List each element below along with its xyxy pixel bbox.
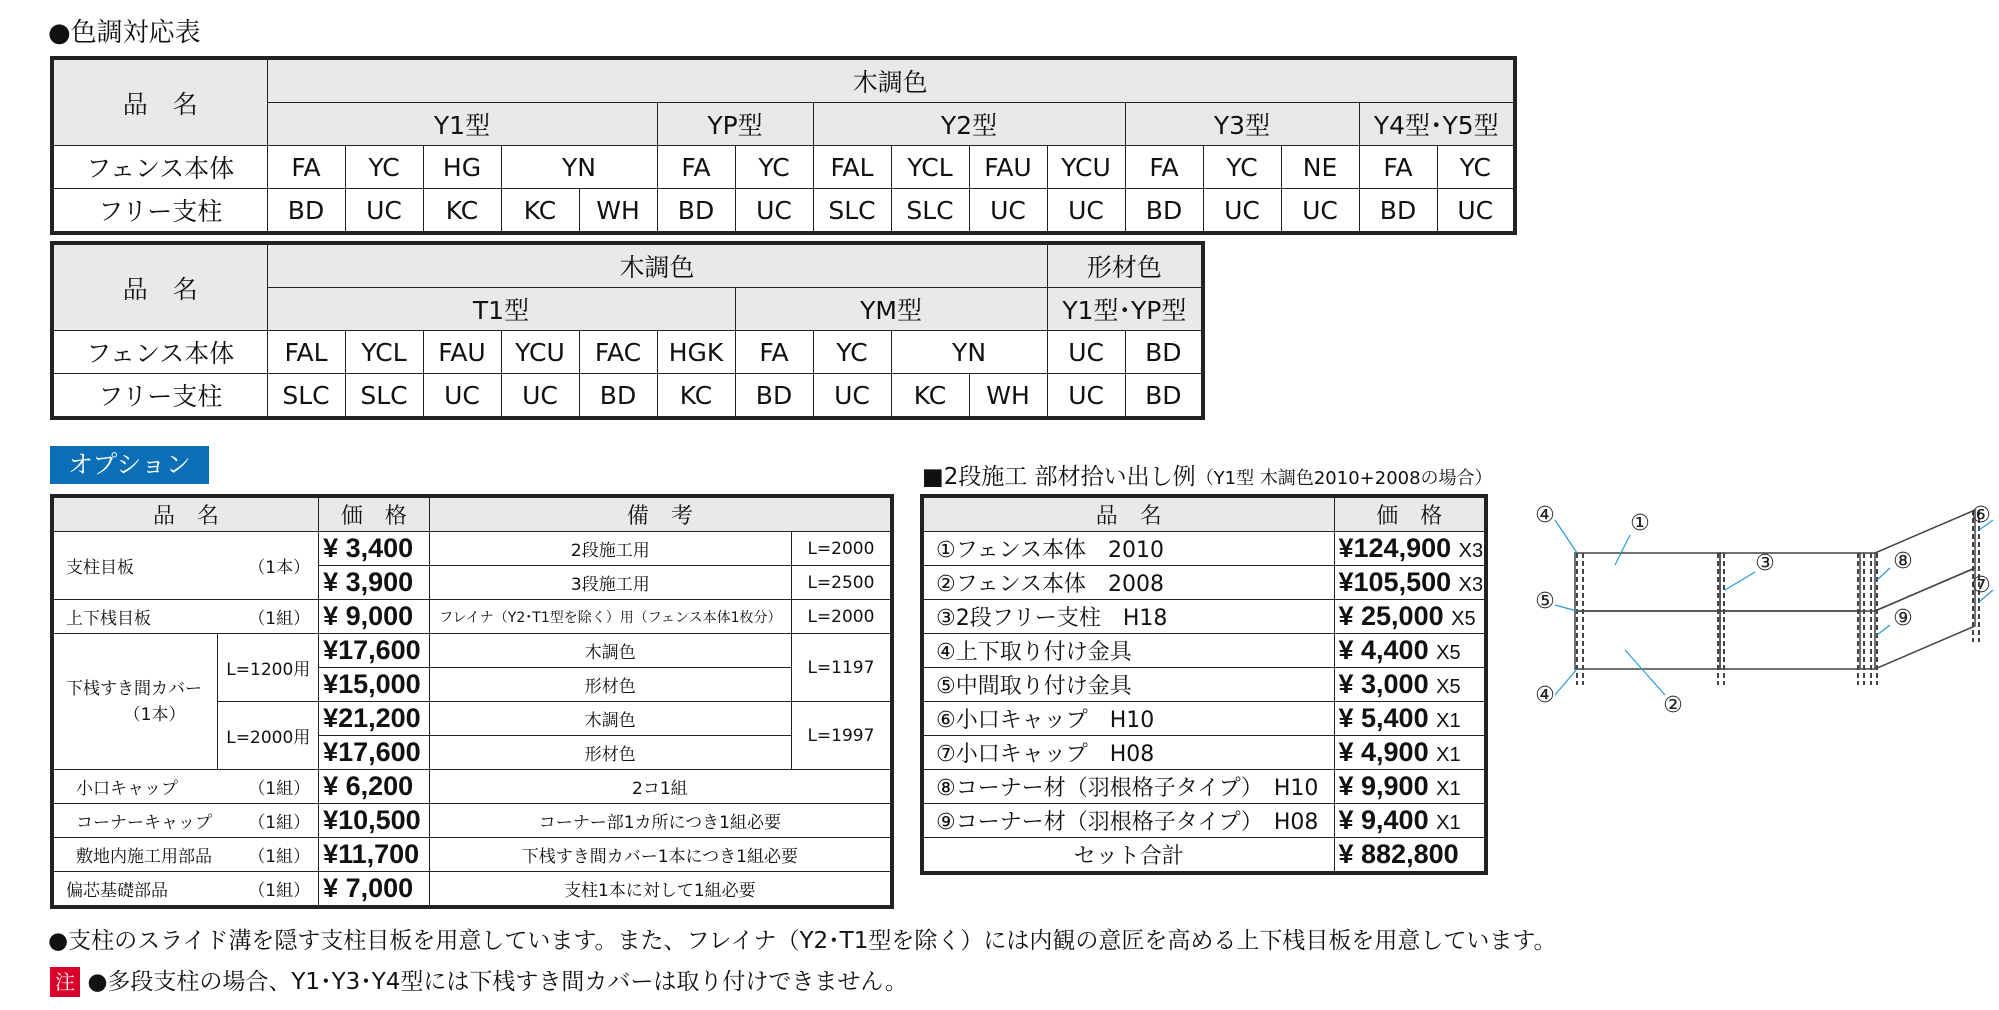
option-note: 木調色 [429,634,791,668]
callout-4-top: ④ [1535,503,1555,528]
parts-row-name: ⑧コーナー材（羽根格子タイプ） H10 [922,770,1334,804]
type-header: Y4型･Y5型 [1359,103,1515,146]
cover-length-label: L=2000用 [218,702,319,770]
type-header: T1型 [267,288,735,331]
option-shichu-mokuita [52,532,319,600]
option-name: 上下桟目板 [66,609,151,629]
row-label-fence: フェンス本体 [52,146,267,189]
option-price: ¥ 3,900 [319,566,430,600]
parts-header-price: 価 格 [1334,496,1486,532]
callout-3: ③ [1755,551,1775,576]
option-note: 2段施工用 [429,532,791,566]
parts-row-price [1334,634,1486,668]
cell: UC [501,374,579,419]
parts-title-sub: （Y1型 木調色2010+2008の場合） [1195,468,1493,489]
callout-4-bottom: ④ [1535,683,1555,708]
option-note: 支柱1本に対して1組必要 [429,872,892,908]
cell: BD [579,374,657,419]
cell: BD [1359,189,1437,234]
parts-row-name: ③2段フリー支柱 H18 [922,600,1334,634]
option-jouge-mokuita [52,600,319,634]
cell: FA [657,146,735,189]
cell: YC [813,331,891,374]
row-label-post: フリー支柱 [52,189,267,234]
cell: SLC [891,189,969,234]
cell: UC [1047,374,1125,419]
type-header: Y2型 [813,103,1125,146]
quantity: X5 [1436,642,1461,664]
cell: FAL [813,146,891,189]
panel-lower-right [1720,611,1860,669]
cell: UC [1047,189,1125,234]
cell: YC [1437,146,1515,189]
parts-row-price [1334,736,1486,770]
cell: KC [423,189,501,234]
cell: YCU [501,331,579,374]
hinmei-header: 品 名 [52,58,267,146]
type-header: YP型 [657,103,813,146]
options-header-name: 品 名 [52,496,319,532]
option-unit: （1組） [248,847,311,867]
cell: UC [423,374,501,419]
quantity: X5 [1436,676,1461,698]
cell: BD [267,189,345,234]
parts-row-price [1334,600,1486,634]
parts-table [920,494,1488,875]
parts-row-name: ②フェンス本体 2008 [922,566,1334,600]
option-name: 敷地内施工用部品 [76,847,212,867]
option-price: ¥ 7,000 [319,872,430,908]
price-value: ¥ 9,900 [1338,771,1429,801]
cell: YCL [345,331,423,374]
option-length: L=2000 [791,600,892,634]
parts-row-name: ⑤中間取り付け金具 [922,668,1334,702]
cell: UC [1281,189,1359,234]
caution-badge: 注 [50,967,80,997]
option-price: ¥15,000 [319,668,430,702]
option-name: 偏芯基礎部品 [66,881,168,901]
cell: YC [345,146,423,189]
parts-row-price [1334,770,1486,804]
parts-total-label: セット合計 [922,838,1334,874]
option-unit: （1組） [248,881,311,901]
cell: KC [501,189,579,234]
quantity: X3 [1458,540,1484,562]
color-table-2 [50,241,1205,420]
row-label-fence: フェンス本体 [52,331,267,374]
cell: SLC [813,189,891,234]
cell: KC [891,374,969,419]
type-header: YM型 [735,288,1047,331]
options-header-price: 価 格 [319,496,430,532]
price-value: ¥124,900 [1338,533,1452,563]
option-note: 形材色 [429,668,791,702]
option-price: ¥ 6,200 [319,770,430,804]
panel-upper-right [1720,553,1860,611]
option-corner-cap [52,804,319,838]
option-henshin [52,872,319,908]
cell: UC [813,374,891,419]
option-note: 2コ1組 [429,770,892,804]
callout-1: ① [1630,511,1650,536]
cell: YCL [891,146,969,189]
parts-total-price: ¥ 882,800 [1334,838,1486,874]
callout-8: ⑧ [1893,549,1913,574]
option-unit: （1組） [248,779,311,799]
option-price: ¥ 3,400 [319,532,430,566]
group-header: 木調色 [267,58,1515,103]
cell: BD [1125,189,1203,234]
option-unit: （1本） [123,704,186,725]
cell: NE [1281,146,1359,189]
cell: YCU [1047,146,1125,189]
hinmei-header: 品 名 [52,243,267,331]
parts-row-price [1334,702,1486,736]
cell: UC [1203,189,1281,234]
option-note: 下桟すき間カバー1本につき1組必要 [429,838,892,872]
fence-diagram [1515,490,1995,730]
option-cover [52,634,218,770]
cell: SLC [267,374,345,419]
panel-upper-left [1575,553,1720,611]
option-name: 支柱目板 [66,558,134,578]
cell: FA [1125,146,1203,189]
cell: BD [735,374,813,419]
callout-2: ② [1663,693,1683,718]
cell: FAU [423,331,501,374]
parts-row-name: ④上下取り付け金具 [922,634,1334,668]
option-price: ¥21,200 [319,702,430,736]
option-unit: （1組） [248,609,311,629]
option-name: コーナーキャップ [76,813,212,833]
option-unit: （1本） [248,558,311,578]
price-value: ¥ 4,400 [1338,635,1429,665]
quantity: X1 [1436,812,1461,834]
callout-6: ⑥ [1971,503,1991,528]
option-note: フレイナ（Y2･T1型を除く）用（フェンス本体1枚分） [429,600,791,634]
option-price: ¥11,700 [319,838,430,872]
quantity: X1 [1436,778,1461,800]
section-title-color: ●色調対応表 [48,18,201,48]
cell: KC [657,374,735,419]
panel-lower-left [1575,611,1720,669]
cell: WH [579,189,657,234]
option-length: L=2000 [791,532,892,566]
type-header: Y1型 [267,103,657,146]
parts-row-price [1334,566,1486,600]
option-shikichinai [52,838,319,872]
note-2-row [50,963,908,997]
callout-5: ⑤ [1535,589,1555,614]
options-header-note: 備 考 [429,496,892,532]
parts-row-name: ⑨コーナー材（羽根格子タイプ） H08 [922,804,1334,838]
cell: FA [735,331,813,374]
options-tag: オプション [50,446,209,484]
cell: HGK [657,331,735,374]
cell: YC [735,146,813,189]
parts-row-price [1334,804,1486,838]
cell: FA [267,146,345,189]
price-value: ¥ 9,400 [1338,805,1429,835]
quantity: X5 [1451,608,1476,630]
group-header: 形材色 [1047,243,1203,288]
price-value: ¥ 25,000 [1338,601,1444,631]
price-value: ¥ 3,000 [1338,669,1429,699]
fence-posts [1577,510,1979,685]
parts-title-main: ■2段施工 部材拾い出し例 [922,464,1196,490]
price-value: ¥105,500 [1338,567,1452,597]
cell: UC [735,189,813,234]
cell: BD [1125,331,1203,374]
cell: SLC [345,374,423,419]
option-name: 小口キャップ [76,779,178,799]
option-note: 3段施工用 [429,566,791,600]
type-header: Y1型･YP型 [1047,288,1203,331]
cell: BD [1125,374,1203,419]
cell: UC [1047,331,1125,374]
option-length: L=2500 [791,566,892,600]
quantity: X1 [1436,744,1461,766]
cell: FAL [267,331,345,374]
cell: HG [423,146,501,189]
option-length: L=1197 [791,634,892,702]
cell: FA [1359,146,1437,189]
panel-lower-side [1875,568,1975,669]
cell: UC [969,189,1047,234]
parts-row-name: ⑦小口キャップ H08 [922,736,1334,770]
option-price: ¥17,600 [319,634,430,668]
parts-row-name: ①フェンス本体 2010 [922,532,1334,566]
parts-title [922,458,1493,491]
option-note: 木調色 [429,702,791,736]
price-value: ¥ 5,400 [1338,703,1429,733]
cell: YN [501,146,657,189]
cell: BD [657,189,735,234]
cell: UC [345,189,423,234]
group-header: 木調色 [267,243,1047,288]
note-1: ●支柱のスライド溝を隠す支柱目板を用意しています。また、フレイナ（Y2･T1型を除く）には内観の意匠を高める上下桟目板を用意しています。 [48,928,1557,954]
option-price: ¥10,500 [319,804,430,838]
cell: FAU [969,146,1047,189]
option-koguchi-cap [52,770,319,804]
option-name: 下桟すき間カバー [66,678,202,699]
parts-row-price [1334,668,1486,702]
parts-row-name: ⑥小口キャップ H10 [922,702,1334,736]
options-table [50,494,894,909]
parts-header-name: 品 名 [922,496,1334,532]
cover-length-label: L=1200用 [218,634,319,702]
cell: UC [1437,189,1515,234]
callout-7: ⑦ [1971,573,1991,598]
panel-upper-side [1875,510,1975,611]
color-table-1 [50,56,1517,235]
note-2: ●多段支柱の場合、Y1･Y3･Y4型には下桟すき間カバーは取り付けできません。 [87,969,908,995]
price-value: ¥ 4,900 [1338,737,1429,767]
option-price: ¥ 9,000 [319,600,430,634]
type-header: Y3型 [1125,103,1359,146]
option-note: 形材色 [429,736,791,770]
option-unit: （1組） [248,813,311,833]
option-length: L=1997 [791,702,892,770]
cell: YC [1203,146,1281,189]
cell: YN [891,331,1047,374]
parts-row-price [1334,532,1486,566]
option-note: コーナー部1カ所につき1組必要 [429,804,892,838]
row-label-post: フリー支柱 [52,374,267,419]
option-price: ¥17,600 [319,736,430,770]
quantity: X1 [1436,710,1461,732]
cell: WH [969,374,1047,419]
quantity: X3 [1458,574,1484,596]
callout-9: ⑨ [1893,606,1913,631]
cell: FAC [579,331,657,374]
